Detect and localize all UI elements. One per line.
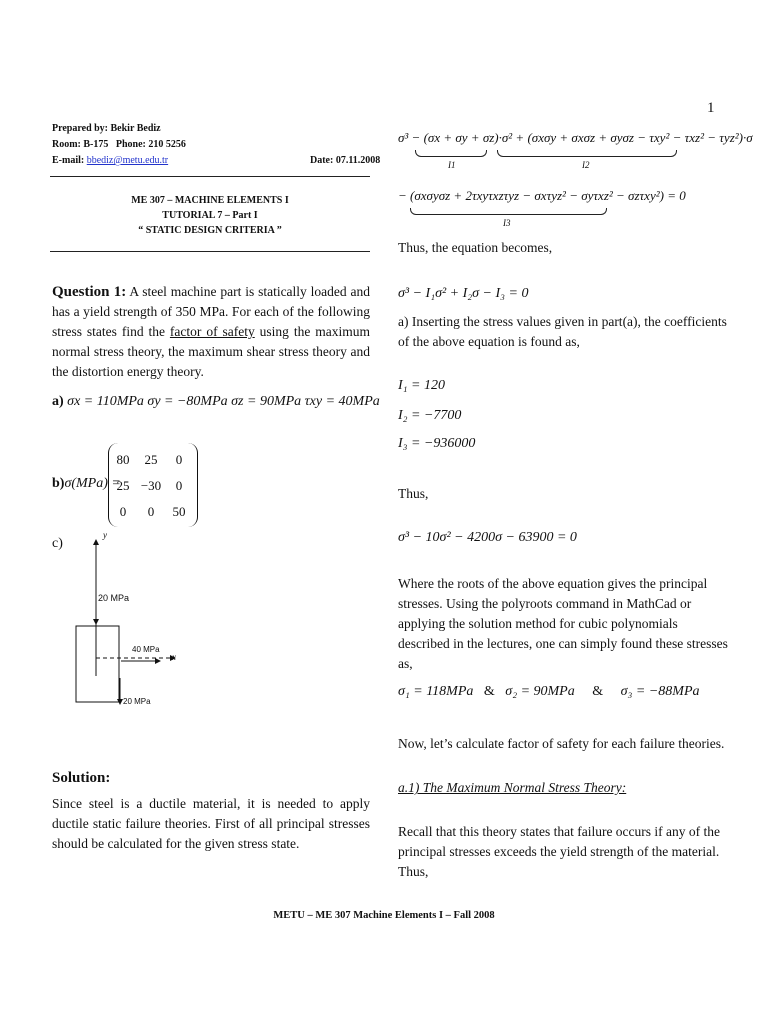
sigma-2: σ₂ = 90MPa — [505, 684, 575, 699]
max-normal-stress-heading: a.1) The Maximum Normal Stress Theory: — [398, 780, 627, 795]
part-a — [52, 394, 380, 410]
i3-label: I3 — [503, 218, 511, 228]
principal-stresses — [398, 684, 700, 700]
thus-text: Thus, — [398, 486, 429, 501]
phone: Phone: 210 5256 — [115, 139, 186, 150]
part-b-sigma: σ(MPa) = — [64, 476, 121, 491]
matrix-cell: 25 — [116, 478, 130, 493]
title-divider — [50, 251, 370, 252]
date: Date: 07.11.2008 — [310, 155, 381, 166]
room-number: Room: B-175 — [52, 139, 109, 150]
i2-value: I₂ = −7700 — [398, 408, 462, 423]
i1-value: I₁ = 120 — [398, 378, 445, 393]
factor-of-safety-term: factor of safety — [169, 324, 255, 339]
course-title: ME 307 – MACHINE ELEMENTS I — [131, 195, 289, 206]
email-label: E-mail: — [52, 155, 85, 166]
subject-title: “ STATIC DESIGN CRITERIA ” — [138, 225, 282, 236]
part-a-equation: σx = 110MPa σy = −80MPa σz = 90MPa τxy = 40MPa — [67, 394, 380, 409]
header-divider — [50, 176, 370, 177]
element-square — [76, 626, 119, 702]
email-line — [52, 154, 168, 168]
part-b-label: b) — [52, 476, 65, 491]
sigma-1: σ₁ = 118MPa — [398, 684, 474, 699]
part-c-label: c) — [52, 536, 63, 551]
matrix-row-2 — [109, 473, 197, 499]
matrix-cell: 0 — [147, 504, 155, 519]
question-body-post: using the maximum normal stress theory, the maximum shear stress theory and the distortion energy theory. — [52, 324, 370, 379]
cubic-equation: σ³ − 10σ² − 4200σ − 63900 = 0 — [398, 530, 577, 545]
matrix-cell: 50 — [172, 504, 186, 519]
matrix-cell: 0 — [175, 478, 183, 493]
invariant-equation-line-2: − (σxσyσz + 2τxyτxzτyz − σxτyz² − σyτxz² − σzτxy²) = 0 — [398, 188, 686, 203]
solution-heading: Solution: — [52, 770, 111, 786]
room — [52, 138, 186, 152]
side-load-label: 40 MPa — [132, 645, 160, 654]
characteristic-equation: σ³ − I₁σ² + I₂σ − I₃ = 0 — [398, 286, 529, 301]
matrix-cell: 25 — [144, 452, 158, 467]
ampersand: & — [483, 684, 495, 699]
matrix-cell: 80 — [116, 452, 130, 467]
i1-brace — [415, 150, 487, 157]
stress-matrix — [108, 443, 198, 527]
matrix-row-3 — [109, 499, 197, 525]
ampersand: & — [592, 684, 604, 699]
top-load-label: 20 MPa — [98, 593, 130, 603]
page-footer: METU – ME 307 Machine Elements I – Fall 2008 — [273, 910, 495, 921]
roots-text: Where the roots of the above equation gives the principal stresses. Using the polyroots command in MathCad or applying the solution method for cubic polynomials described in the lectures, one can simply found these stresses as, — [398, 576, 728, 671]
invariant-equation-line-1: σ³ − (σx + σy + σz)·σ² + (σxσy + σxσz + σyσz − τxy² − τxz² − τyz²)·σ — [398, 130, 753, 145]
stress-element-diagram — [60, 528, 200, 712]
i3-brace — [410, 208, 607, 215]
now-text: Now, let’s calculate factor of safety for each failure theories. — [398, 736, 725, 751]
matrix-row-1 — [109, 447, 197, 473]
email-link[interactable]: bbediz@metu.edu.tr — [86, 155, 169, 166]
question-label: Question 1: — [52, 284, 127, 300]
i3-value: I₃ = −936000 — [398, 436, 476, 451]
solution-text: Since steel is a ductile material, it is needed to apply ductile static failure theories. First of all principal stresses should be calculated for the given stress state. — [52, 796, 370, 851]
part-a-insert-text: a) Inserting the stress values given in part(a), the coefficients of the above equation is found as, — [398, 314, 727, 349]
page-number: 1 — [707, 100, 715, 116]
sigma-3: σ₃ = −88MPa — [620, 684, 700, 699]
tutorial-title: TUTORIAL 7 – Part I — [162, 210, 258, 221]
question-body-pre: A steel machine part is statically loaded and has a yield strength of 350 MPa. For each of the following stress states find the — [52, 284, 370, 339]
i1-label: I1 — [448, 160, 456, 170]
part-a-label: a) — [52, 394, 64, 409]
matrix-cell: 0 — [119, 504, 127, 519]
axis-x-label: x — [172, 652, 176, 662]
matrix-cell: 0 — [175, 452, 183, 467]
i2-label: I2 — [582, 160, 590, 170]
i2-brace — [497, 150, 677, 157]
question-text — [52, 282, 370, 382]
bottom-load-label: 20 MPa — [123, 697, 151, 706]
thus-becomes: Thus, the equation becomes, — [398, 240, 553, 255]
matrix-cell: −30 — [140, 478, 162, 493]
prepared-by: Prepared by: Bekir Bediz — [52, 123, 161, 134]
axis-y-label: y — [103, 530, 107, 540]
recall-text: Recall that this theory states that failure occurs if any of the principal stresses exceeds the yield strength of the material. Thus, — [398, 824, 721, 879]
